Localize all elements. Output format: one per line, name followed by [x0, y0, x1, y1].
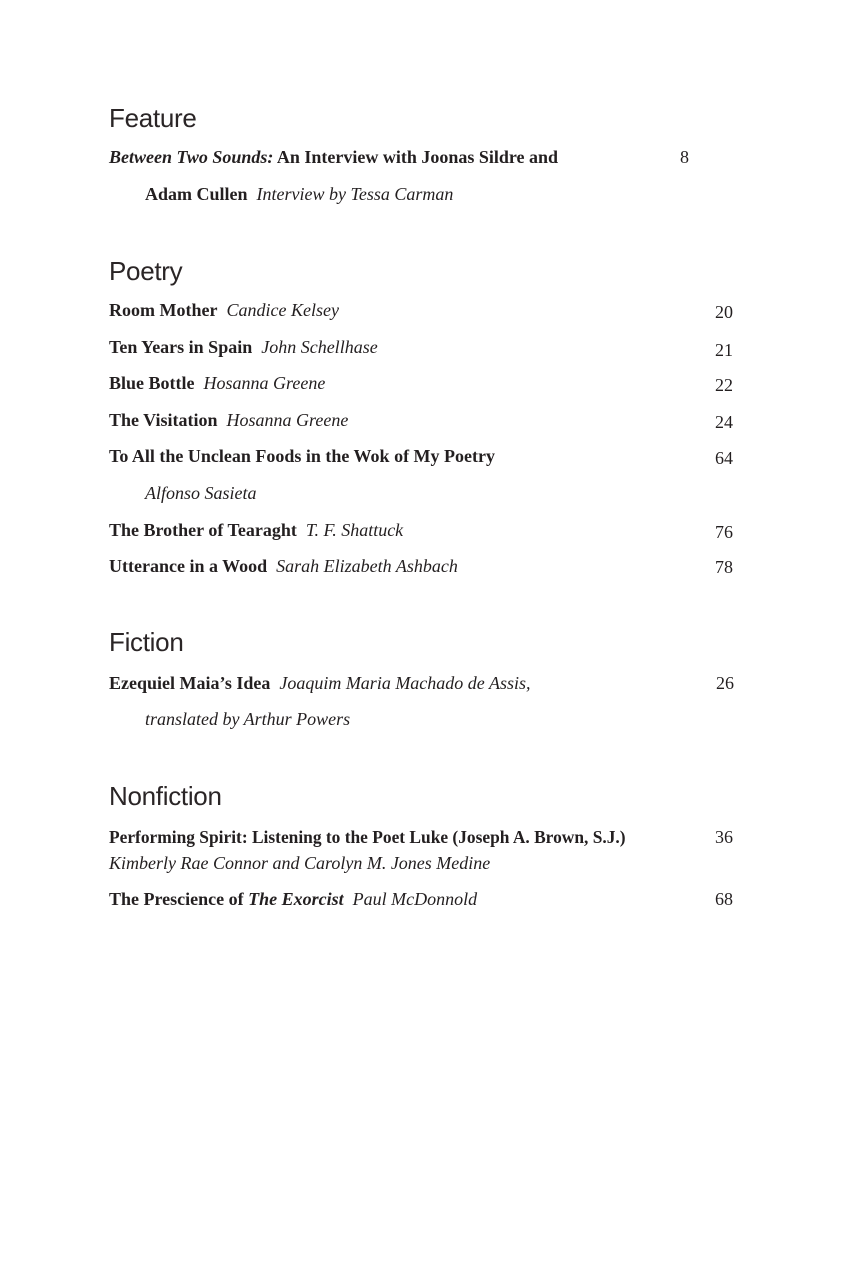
entry-title-italic: Between Two Sounds:	[109, 147, 274, 167]
entry-title: Adam Cullen	[145, 184, 248, 204]
page-number: 68	[715, 889, 733, 909]
entry-title: Ten Years in Spain	[109, 337, 253, 357]
toc-entry	[109, 673, 530, 694]
entry-author: Hosanna Greene	[203, 373, 326, 393]
section-heading-fiction: Fiction	[109, 627, 184, 657]
entry-title: To All the Unclean Foods in the Wok of My Poetry	[109, 446, 496, 466]
entry-title: The Prescience of	[109, 889, 249, 909]
entry-title: Utterance in a Wood	[109, 556, 268, 576]
entry-title: The Brother of Tearaght	[109, 520, 297, 540]
toc-entry-continuation	[145, 483, 257, 504]
page-number: 8	[680, 147, 689, 167]
entry-author: Candice Kelsey	[226, 300, 339, 320]
entry-title: The Visitation	[109, 410, 218, 430]
page-number: 24	[715, 412, 733, 432]
toc-entry	[109, 410, 348, 431]
toc-entry	[109, 520, 403, 541]
page-number: 64	[715, 448, 733, 468]
entry-title: Ezequiel Maia’s Idea	[109, 673, 271, 693]
section-heading-feature: Feature	[109, 103, 197, 133]
entry-author: T. F. Shattuck	[305, 520, 404, 540]
section-heading-poetry: Poetry	[109, 256, 183, 286]
toc-entry	[109, 373, 325, 394]
entry-author: John Schellhase	[261, 337, 378, 357]
toc-entry-title	[109, 147, 558, 168]
toc-entry	[109, 556, 458, 577]
section-heading-nonfiction: Nonfiction	[109, 781, 222, 811]
page-number: 26	[716, 673, 734, 693]
entry-title: Room Mother	[109, 300, 218, 320]
entry-author: Kimberly Rae Connor and Carolyn M. Jones Medine	[109, 853, 491, 873]
toc-entry	[109, 889, 477, 910]
page-number: 78	[715, 557, 733, 577]
toc-entry	[109, 300, 339, 321]
page-number: 76	[715, 522, 733, 542]
entry-author: Joaquim Maria Machado de Assis,	[279, 673, 531, 693]
toc-entry-author-line	[109, 853, 490, 874]
toc-entry	[109, 446, 495, 467]
page-number: 20	[715, 302, 733, 322]
entry-byline: Interview by Tessa Carman	[256, 184, 454, 204]
toc-entry-continuation	[145, 184, 453, 205]
entry-title: Blue Bottle	[109, 373, 195, 393]
entry-author: Alfonso Sasieta	[145, 483, 257, 503]
entry-title: An Interview with Joonas Sildre and	[273, 147, 559, 167]
toc-entry	[109, 337, 378, 358]
entry-title: Performing Spirit: Listening to the Poet Luke (Joseph A. Brown, S.J.)	[109, 827, 626, 847]
entry-translator: translated by Arthur Powers	[145, 709, 351, 729]
toc-entry	[109, 827, 626, 848]
page-number: 21	[715, 340, 733, 360]
entry-title-italic: The Exorcist	[248, 889, 344, 909]
entry-author: Hosanna Greene	[226, 410, 349, 430]
page-number: 36	[715, 827, 733, 847]
toc-entry-continuation	[145, 709, 350, 730]
entry-author: Sarah Elizabeth Ashbach	[276, 556, 458, 576]
page-number: 22	[715, 375, 733, 395]
entry-author: Paul McDonnold	[352, 889, 478, 909]
